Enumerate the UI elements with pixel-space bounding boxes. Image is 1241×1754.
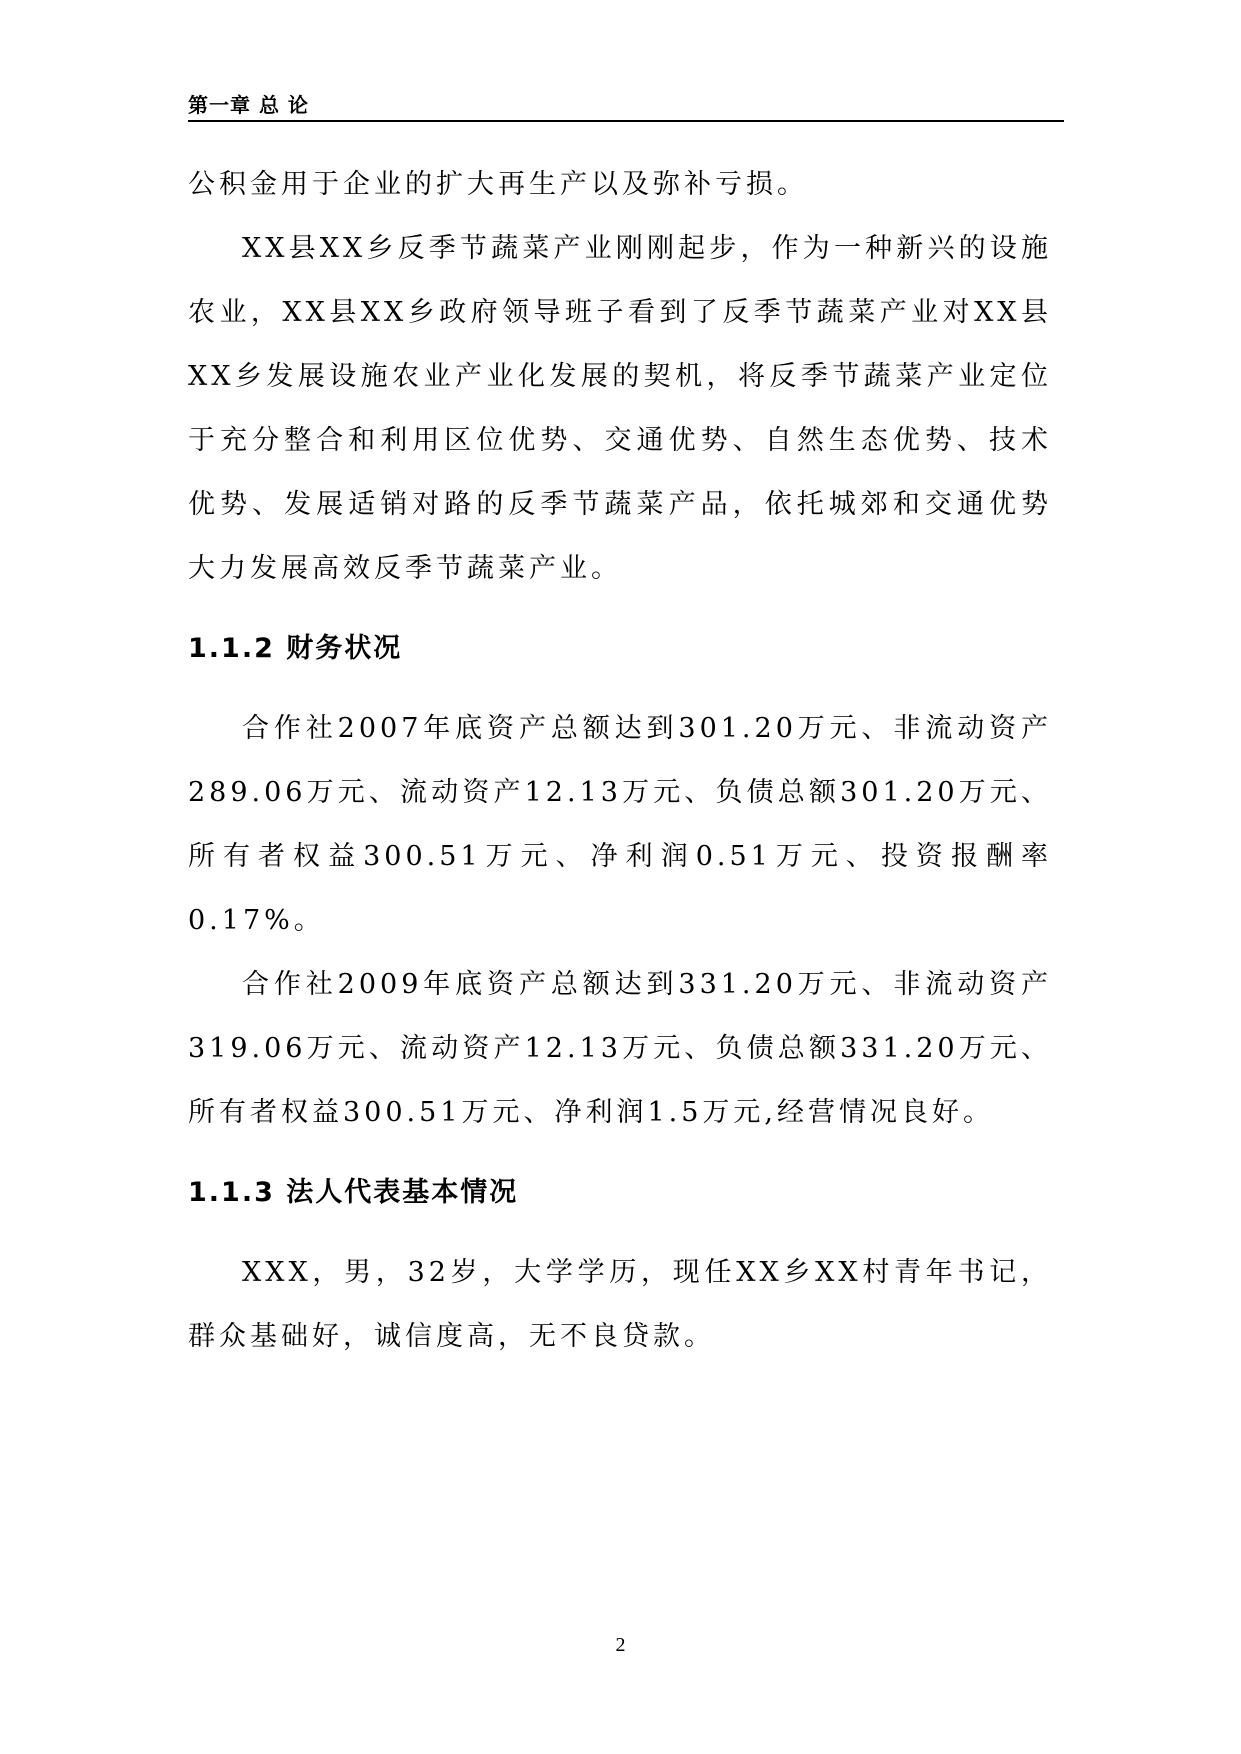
continuation-paragraph: 公积金用于企业的扩大再生产以及弥补亏损。 [188,169,808,200]
header-rule [188,120,1064,122]
industry-paragraph: XX县XX乡反季节蔬菜产业刚刚起步，作为一种新兴的设施农业，XX县XX乡政府领导班子看到了反季节蔬菜产业对XX县XX乡发展设施农业产业化发展的契机，将反季节蔬菜产业定位于充分整合和利用区位优势、交通优势、自然生态优势、技术优势、发展适销对路的反季节蔬菜产品，依托城郊和交通优势大力发展高效反季节蔬菜产业。 [188,233,1052,584]
representative-paragraph: XXX，男，32岁，大学学历，现任XX乡XX村青年书记，群众基础好，诚信度高，无不良贷款。 [188,1257,1052,1352]
section-heading-finance: 1.1.2 财务状况 [188,633,403,664]
section-heading-representative: 1.1.3 法人代表基本情况 [188,1177,519,1208]
page-number: 2 [615,1634,626,1656]
finance-paragraph-2009: 合作社2009年底资产总额达到331.20万元、非流动资产319.06万元、流动资产12.13万元、负债总额331.20万元、所有者权益300.51万元、净利润1.5万元,经营情况良好。 [188,969,1052,1128]
finance-paragraph-2007: 合作社2007年底资产总额达到301.20万元、非流动资产289.06万元、流动资产12.13万元、负债总额301.20万元、所有者权益300.51万元、净利润0.51万元、投资报酬率0.17%。 [188,713,1052,936]
running-header: 第一章 总 论 [188,93,309,117]
page-body [188,153,1052,1369]
